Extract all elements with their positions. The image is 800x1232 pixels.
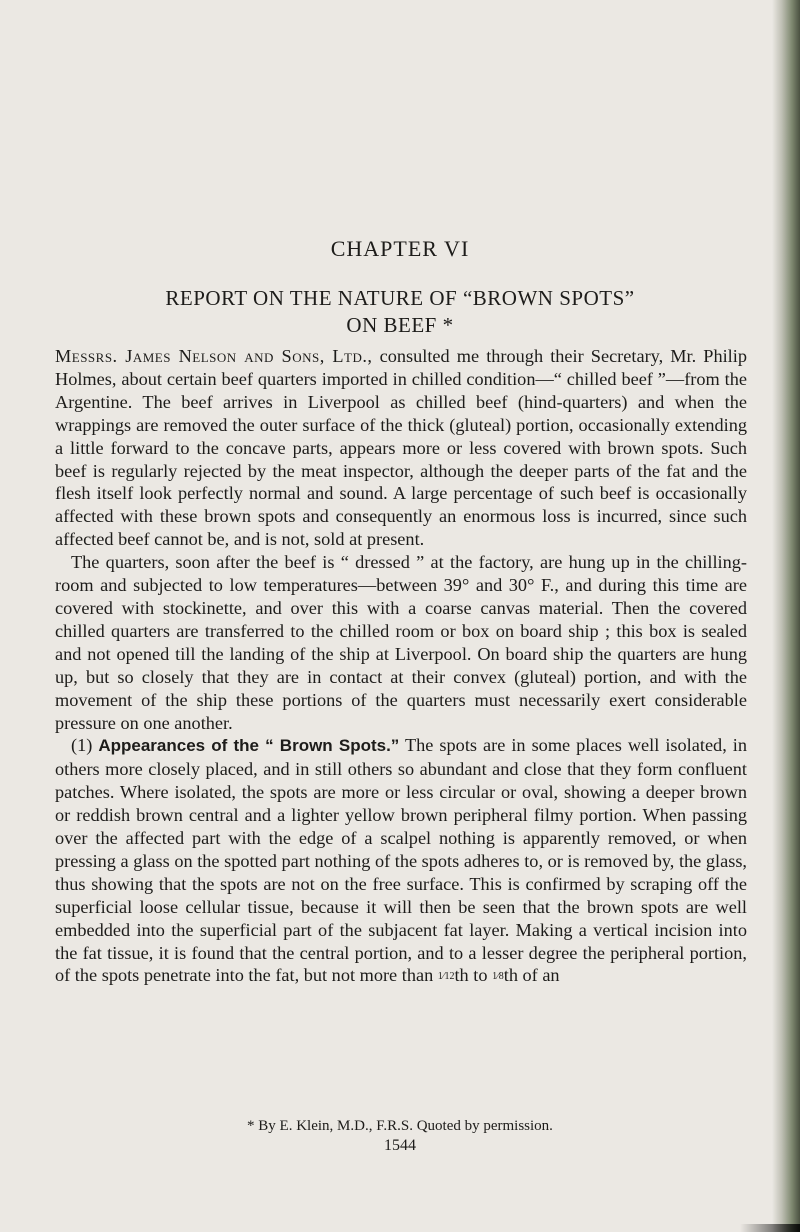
company-name: Messrs. James Nelson and Sons, Ltd., <box>55 346 373 366</box>
paragraph-2: The quarters, soon after the beef is “ dressed ” at the factory, are hung up in the chilling-room and subjected to low temperatures—between 39° and 30° F., and during this time are covered with stockinette, and over this with a coarse canvas material. Then the covered chilled quarters are transferred to the chilled room or box on board ship ; this box is sealed and not opened till the landing of the ship at Liverpool. On board ship the quarters are hung up, but so closely that they are in contact at their convex (gluteal) portion, and with the movement of the ship these portions of the quarters must necessarily exert considerable pressure on one another. <box>55 552 747 733</box>
section-heading: Appearances of the “ Brown Spots.” <box>98 736 400 756</box>
report-title-line-2: ON BEEF * <box>346 313 454 337</box>
fraction-1: 1⁄12 <box>437 971 455 983</box>
report-title-line-1: REPORT ON THE NATURE OF “BROWN SPOTS” <box>165 286 635 310</box>
paragraph-3-text: The spots are in some places well isolated, in others more closely placed, and in still others so abundant and close that they form confluent patches. Where isolated, the spots are more or less circular or oval, showing a deeper brown or reddish brown central and a lighter yellow brown peripheral filmy portion. When passing over the affected part with the edge of a scalpel nothing is apparently removed, or when pressing a glass on the spotted part nothing of the spots adheres to, or is removed by, the glass, thus showing that the spots are not on the free surface. This is confirmed by scraping off the superficial loose cellular tissue, because it will then be seen that the brown spots are well embedded into the superficial part of the subjacent fat layer. Making a vertical incision into the fat tissue, it is found that the central portion, and to a lesser degree the peripheral portion, of the spots penetrate into the fat, but not more than <box>55 735 747 986</box>
fraction-2: 1⁄8 <box>492 971 504 983</box>
report-title <box>0 285 800 339</box>
page-number: 1544 <box>384 1137 416 1154</box>
section-number: (1) <box>71 735 93 756</box>
paragraph-3-end: th of an <box>503 965 560 986</box>
paragraph-1 <box>55 345 747 551</box>
page-corner-shadow <box>740 1224 800 1232</box>
paragraph-3 <box>55 734 747 989</box>
footnote: * By E. Klein, M.D., F.R.S. Quoted by permission. <box>247 1118 553 1134</box>
body-text <box>55 345 747 989</box>
chapter-heading: CHAPTER VI <box>330 236 470 261</box>
paragraph-1-text: consulted me through their Secretary, Mr. Philip Holmes, about certain beef quarters imported in chilled condition—“ chilled beef ”—from the Argentine. The beef arrives in Liverpool as chilled beef (hind-quarters) and when the wrappings are removed the outer surface of the thick (gluteal) portion, occasionally extending a little forward to the concave parts, appears more or less covered with brown spots. Such beef is regularly rejected by the meat inspector, although the deeper parts of the fat and the flesh itself look perfectly normal and sound. A large percentage of such beef is occasionally affected with these brown spots and consequently an enormous loss is incurred, since such affected beef cannot be, and is not, sold at present. <box>55 346 747 550</box>
page-gutter-shadow <box>772 0 800 1232</box>
fraction-connector: th to <box>454 965 493 986</box>
